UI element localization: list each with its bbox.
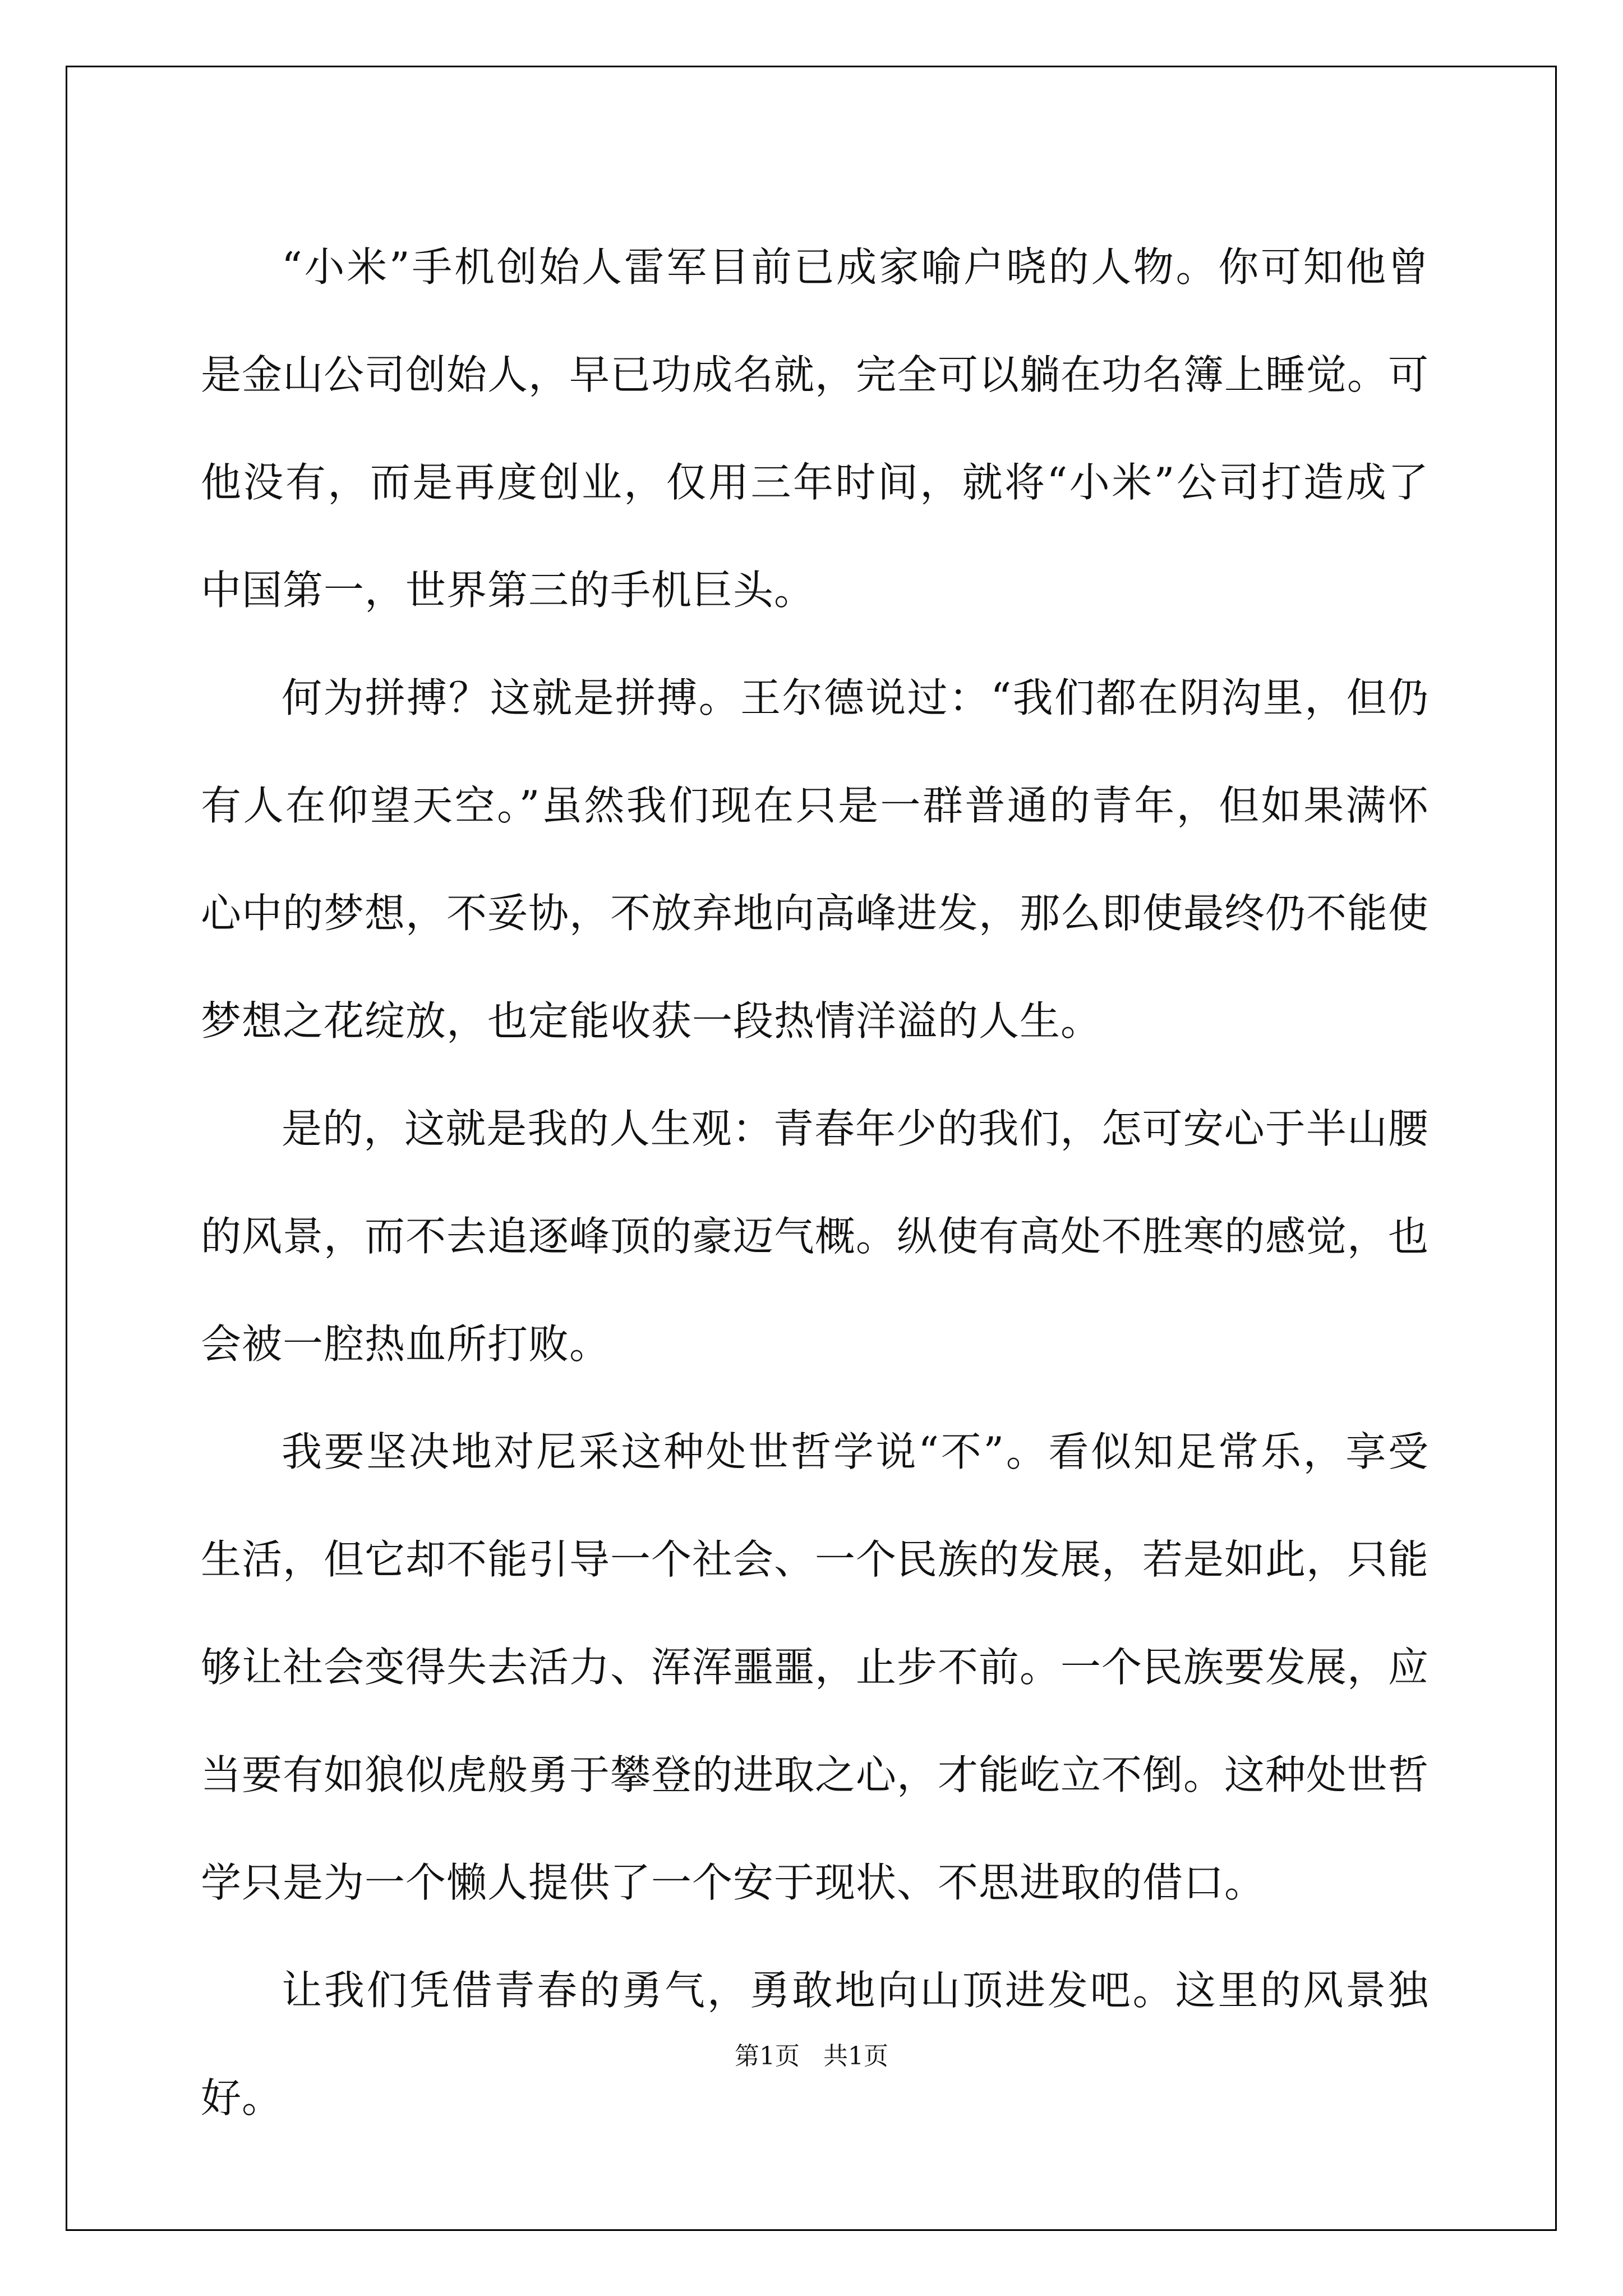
page-footer <box>0 2040 1623 2073</box>
paragraph-1: “小米”手机创始人雷军目前已成家喻户晓的人物。你可知他曾是金山公司创始人，早已功成名就，完全可以躺在功名簿上睡觉。可他没有，而是再度创业，仅用三年时间，就将“小米”公司打造成了中国第一，世界第三的手机巨头。 <box>201 243 1430 614</box>
paragraph-4: 我要坚决地对尼采这种处世哲学说“不”。看似知足常乐，享受生活，但它却不能引导一个社会、一个民族的发展，若是如此，只能够让社会变得失去活力、浑浑噩噩，止步不前。一个民族要发展，应当要有如狼似虎般勇于攀登的进取之心，才能屹立不倒。这种处世哲学只是为一个懒人提供了一个安于现状、不思进取的借口。 <box>201 1428 1430 1906</box>
page-number-current: 第1页 <box>735 2042 800 2070</box>
paragraph-2: 何为拼搏？这就是拼搏。王尔德说过：“我们都在阴沟里，但仍有人在仰望天空。”虽然我们现在只是一群普通的青年，但如果满怀心中的梦想，不妥协，不放弃地向高峰进发，那么即使最终仍不能使梦想之花绽放，也定能收获一段热情洋溢的人生。 <box>201 674 1430 1045</box>
paragraph-5: 让我们凭借青春的勇气，勇敢地向山顶进发吧。这里的风景独好。 <box>201 1967 1429 2122</box>
page-number-total: 共1页 <box>823 2042 888 2070</box>
document-body <box>201 213 1429 2152</box>
paragraph-3: 是的，这就是我的人生观：青春年少的我们，怎可安心于半山腰的风景，而不去追逐峰顶的豪迈气概。纵使有高处不胜寒的感觉，也会被一腔热血所打败。 <box>201 1105 1430 1368</box>
